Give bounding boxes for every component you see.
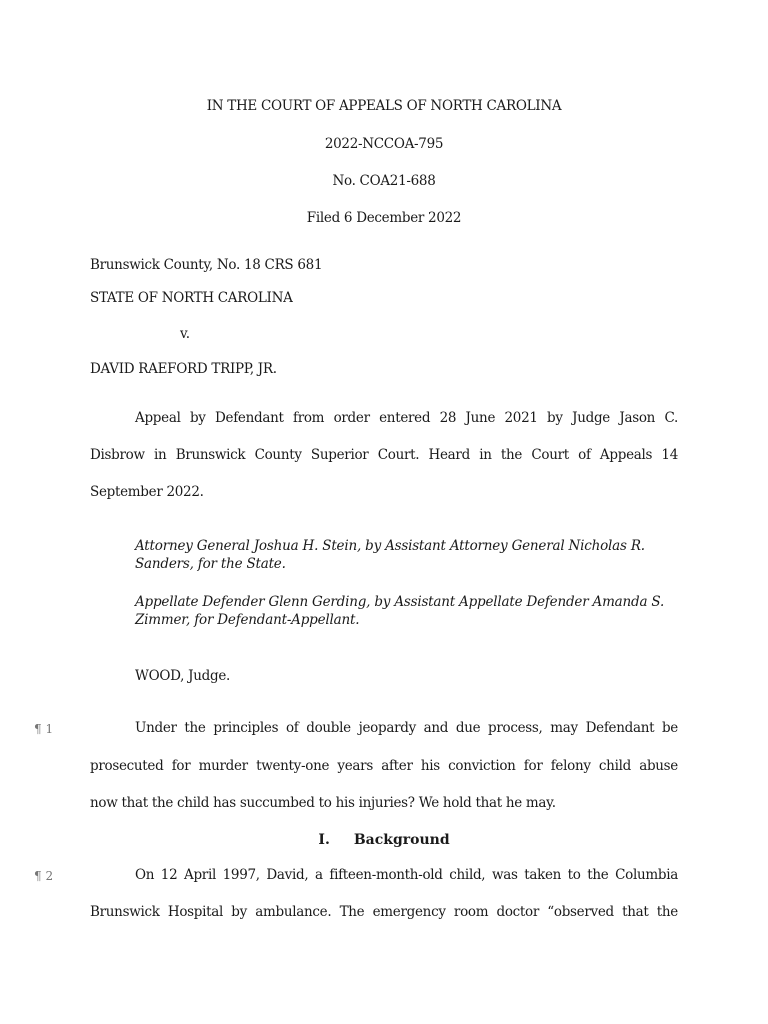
versus-marker: v. — [180, 326, 190, 342]
counsel-state-line-1: Attorney General Joshua H. Stein, by Assistant Attorney General Nicholas R. — [135, 538, 645, 554]
paragraph-marker-1: ¶ 1 — [34, 722, 54, 736]
defendant-name: DAVID RAEFORD TRIPP, JR. — [90, 361, 277, 377]
plaintiff-name: STATE OF NORTH CAROLINA — [90, 290, 293, 306]
court-name: IN THE COURT OF APPEALS OF NORTH CAROLINA — [206, 98, 562, 114]
paragraph-2-line-1: On 12 April 1997, David, a fifteen-month-old child, was taken to the Columbia — [135, 867, 678, 883]
paragraph-1-line-1: Under the principles of double jeopardy and due process, may Defendant be — [135, 720, 678, 736]
case-citation: 2022-NCCOA-795 — [324, 136, 444, 152]
section-title: Background — [353, 832, 450, 848]
counsel-defense-line-1: Appellate Defender Glenn Gerding, by Assistant Appellate Defender Amanda S. — [135, 594, 665, 610]
docket-number: No. COA21-688 — [332, 173, 436, 189]
county-line: Brunswick County, No. 18 CRS 681 — [90, 257, 323, 273]
paragraph-1-line-2: prosecuted for murder twenty-one years after his conviction for felony child abuse — [90, 758, 678, 774]
counsel-state-line-2: Sanders, for the State. — [135, 556, 286, 572]
paragraph-marker-2: ¶ 2 — [34, 869, 54, 883]
opinion-author: WOOD, Judge. — [135, 668, 231, 684]
intro-line-3: September 2022. — [90, 484, 204, 500]
intro-line-2: Disbrow in Brunswick County Superior Court. Heard in the Court of Appeals 14 — [90, 447, 678, 463]
paragraph-2-line-2: Brunswick Hospital by ambulance. The emergency room doctor “observed that the — [90, 904, 678, 920]
section-number: I. — [318, 832, 330, 848]
counsel-defense-line-2: Zimmer, for Defendant-Appellant. — [135, 612, 360, 628]
intro-line-1: Appeal by Defendant from order entered 28 June 2021 by Judge Jason C. — [135, 410, 678, 426]
paragraph-1-line-3: now that the child has succumbed to his injuries? We hold that he may. — [90, 795, 556, 811]
section-heading — [0, 832, 768, 848]
filed-date: Filed 6 December 2022 — [306, 210, 462, 226]
